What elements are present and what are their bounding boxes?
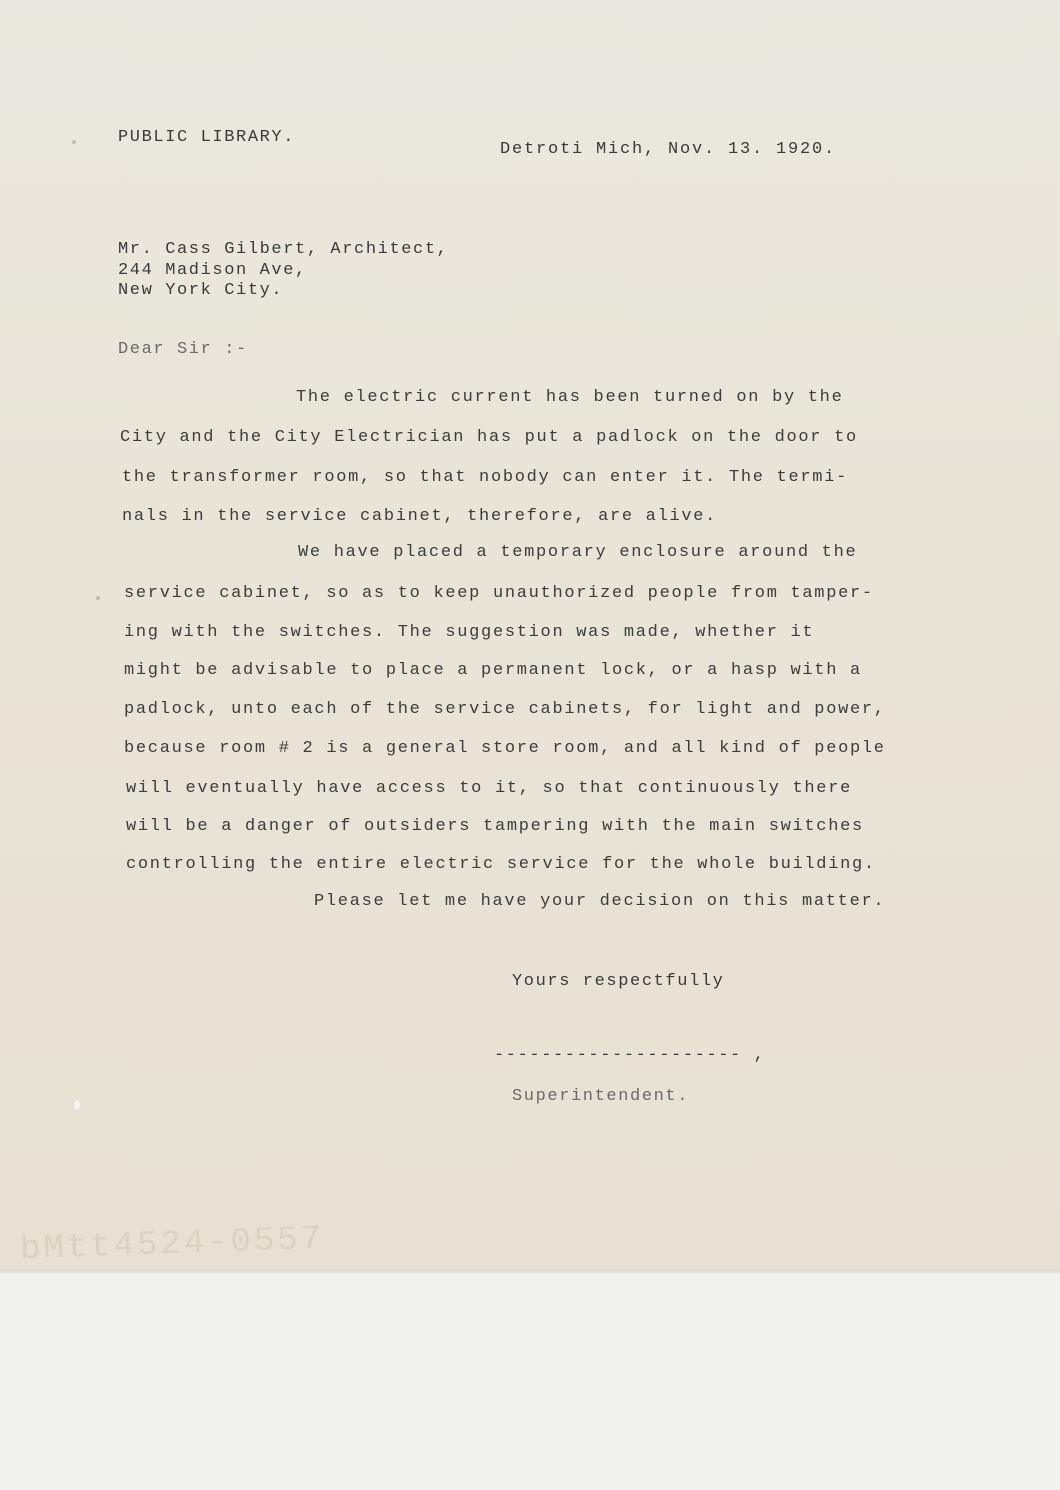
paper-speck [96,596,100,600]
salutation: Dear Sir :- [118,340,248,359]
recipient-line-1: Mr. Cass Gilbert, Architect, [118,240,449,259]
paper-speck [74,1100,80,1110]
signature-line: --------------------- , [494,1046,766,1065]
body-line: will be a danger of outsiders tampering with the main switches [126,817,864,836]
recipient-line-3: New York City. [118,281,284,300]
body-line: ing with the switches. The suggestion was made, whether it [124,623,815,642]
body-line: City and the City Electrician has put a padlock on the door to [120,428,858,447]
body-line: might be advisable to place a permanent lock, or a hasp with a [124,661,862,680]
body-line: We have placed a temporary enclosure around the [298,543,858,562]
body-line: service cabinet, so as to keep unauthorized people from tamper- [124,584,874,603]
letter-dateline: Detroti Mich, Nov. 13. 1920. [500,140,837,159]
paper-speck [72,140,76,144]
paper-edge [0,1270,1060,1274]
body-line: Please let me have your decision on this matter. [314,892,886,911]
letter-heading: PUBLIC LIBRARY. [118,128,296,147]
body-line: padlock, unto each of the service cabinets, for light and power, [124,700,886,719]
body-line: the transformer room, so that nobody can enter it. The termi- [122,468,849,487]
signer-title: Superintendent. [512,1087,690,1106]
body-line: nals in the service cabinet, therefore, are alive. [122,507,718,526]
recipient-line-2: 244 Madison Ave, [118,261,307,280]
body-line: because room # 2 is a general store room, and all kind of people [124,739,886,758]
body-line: will eventually have access to it, so that continuously there [126,779,853,798]
closing: Yours respectfully [512,972,725,991]
body-line: The electric current has been turned on by the [296,388,844,407]
archive-stamp: bMtt4524-0557 [19,1220,325,1270]
body-line: controlling the entire electric service for the whole building. [126,855,876,874]
